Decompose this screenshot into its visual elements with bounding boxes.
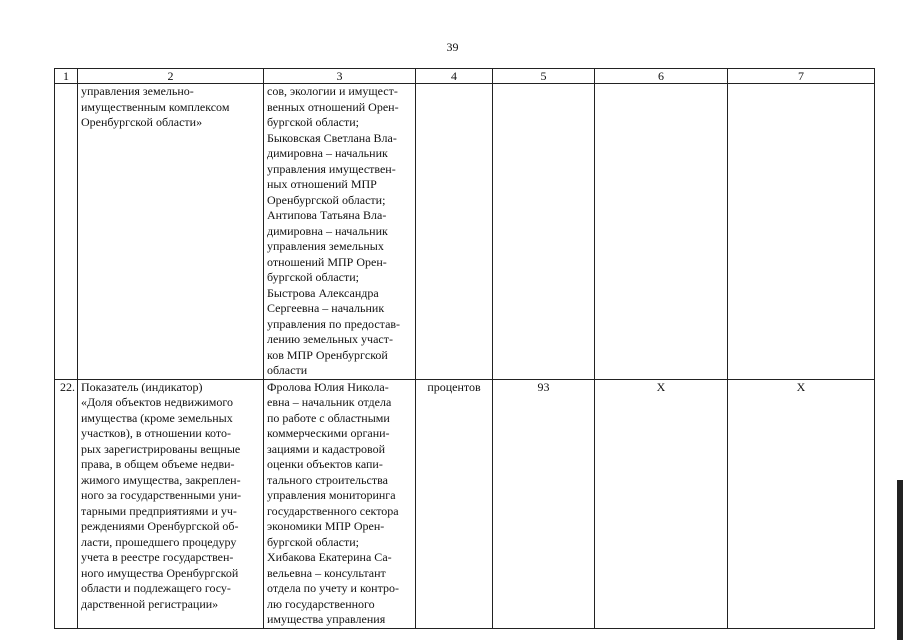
text-line: управления мониторинга bbox=[267, 488, 396, 502]
text-line: сов, экологии и имущест- bbox=[267, 84, 398, 98]
value-cell bbox=[728, 84, 875, 380]
text-line: лению земельных участ- bbox=[267, 332, 393, 346]
text-line: Оренбургской области» bbox=[81, 115, 203, 129]
indicator-table bbox=[54, 68, 875, 629]
text-line: управления имуществен- bbox=[267, 161, 396, 176]
row-number: 22. bbox=[55, 379, 78, 628]
text-line: государственного сектора bbox=[267, 503, 399, 518]
column-header: 2 bbox=[78, 69, 264, 84]
indicator-name-cell bbox=[78, 379, 264, 628]
text-line: ного за государственными уни- bbox=[81, 488, 242, 502]
text-line: ласти, прошедшего процедуру bbox=[81, 534, 237, 549]
table-row bbox=[55, 84, 875, 380]
indicator-name-cell bbox=[78, 84, 264, 380]
value-cell bbox=[595, 84, 728, 380]
text-line: венных отношений Орен- bbox=[267, 99, 399, 114]
text-line: имущества (кроме земельных bbox=[81, 410, 233, 425]
text-line: отношений МПР Орен- bbox=[267, 254, 387, 269]
text-line: Быковская Светлана Вла- bbox=[267, 130, 397, 145]
value-cell: Х bbox=[595, 379, 728, 628]
text-line: «Доля объектов недвижимого bbox=[81, 395, 234, 409]
text-line: евна – начальник отдела bbox=[267, 395, 392, 409]
page-number: 39 bbox=[446, 40, 459, 54]
text-line: ных отношений МПР bbox=[267, 177, 377, 191]
text-line: области bbox=[267, 363, 308, 377]
text-line: участков), в отношении кото- bbox=[81, 426, 231, 440]
text-line: тального строительства bbox=[267, 472, 388, 487]
text-line: Оренбургской области; bbox=[267, 192, 386, 207]
column-header: 5 bbox=[493, 69, 595, 84]
text-line: Сергеевна – начальник bbox=[267, 301, 385, 315]
text-line: коммерческими органи- bbox=[267, 426, 390, 440]
text-line: бургской области; bbox=[267, 270, 359, 284]
text-line: отдела по учету и контро- bbox=[267, 581, 399, 595]
text-line: Быстрова Александра bbox=[267, 285, 379, 300]
text-line: реждениями Оренбургской об- bbox=[81, 519, 239, 533]
responsible-persons-cell bbox=[264, 84, 416, 380]
text-line: рых зарегистрированы вещные bbox=[81, 441, 241, 456]
text-line: лю государственного bbox=[267, 596, 375, 611]
text-line: жимого имущества, закреплен- bbox=[81, 472, 241, 487]
text-line: димировна – начальник bbox=[267, 223, 388, 238]
text-line: экономики МПР Орен- bbox=[267, 519, 385, 533]
column-header: 4 bbox=[416, 69, 493, 84]
column-header: 6 bbox=[595, 69, 728, 84]
text-line: бургской области; bbox=[267, 534, 359, 549]
text-line: димировна – начальник bbox=[267, 146, 388, 160]
text-line: тарными предприятиями и уч- bbox=[81, 503, 237, 518]
text-line: учета в реестре государствен- bbox=[81, 550, 234, 564]
value-cell bbox=[493, 84, 595, 380]
text-line: области и подлежащего госу- bbox=[81, 581, 231, 595]
column-header: 3 bbox=[264, 69, 416, 84]
text-line: имущества управления bbox=[267, 612, 386, 626]
scan-edge-mark bbox=[897, 480, 903, 640]
text-line: Показатель (индикатор) bbox=[81, 379, 203, 394]
text-line: имущественным комплексом bbox=[81, 99, 230, 114]
text-line: ков МПР Оренбургской bbox=[267, 347, 388, 362]
text-line: бургской области; bbox=[267, 115, 359, 129]
value-cell: Х bbox=[728, 379, 875, 628]
text-line: управления по предостав- bbox=[267, 316, 401, 331]
column-header: 7 bbox=[728, 69, 875, 84]
text-line: оценки объектов капи- bbox=[267, 457, 383, 471]
text-line: Антипова Татьяна Вла- bbox=[267, 208, 387, 222]
column-header: 1 bbox=[55, 69, 78, 84]
text-line: дарственной регистрации» bbox=[81, 596, 219, 611]
row-number bbox=[55, 84, 78, 380]
text-line: по работе с областными bbox=[267, 410, 390, 425]
text-line: управления земельных bbox=[267, 239, 384, 253]
unit-cell: процентов bbox=[416, 379, 493, 628]
text-line: права, в общем объеме недви- bbox=[81, 457, 235, 471]
unit-cell bbox=[416, 84, 493, 380]
responsible-persons-cell bbox=[264, 379, 416, 628]
text-line: ного имущества Оренбургской bbox=[81, 565, 239, 580]
text-line: зациями и кадастровой bbox=[267, 441, 385, 456]
header-row bbox=[55, 69, 875, 84]
text-line: вельевна – консультант bbox=[267, 565, 386, 580]
table-row bbox=[55, 379, 875, 628]
text-line: Фролова Юлия Никола- bbox=[267, 379, 389, 394]
value-cell: 93 bbox=[493, 379, 595, 628]
text-line: Хибакова Екатерина Са- bbox=[267, 550, 392, 564]
text-line: управления земельно- bbox=[81, 84, 194, 98]
